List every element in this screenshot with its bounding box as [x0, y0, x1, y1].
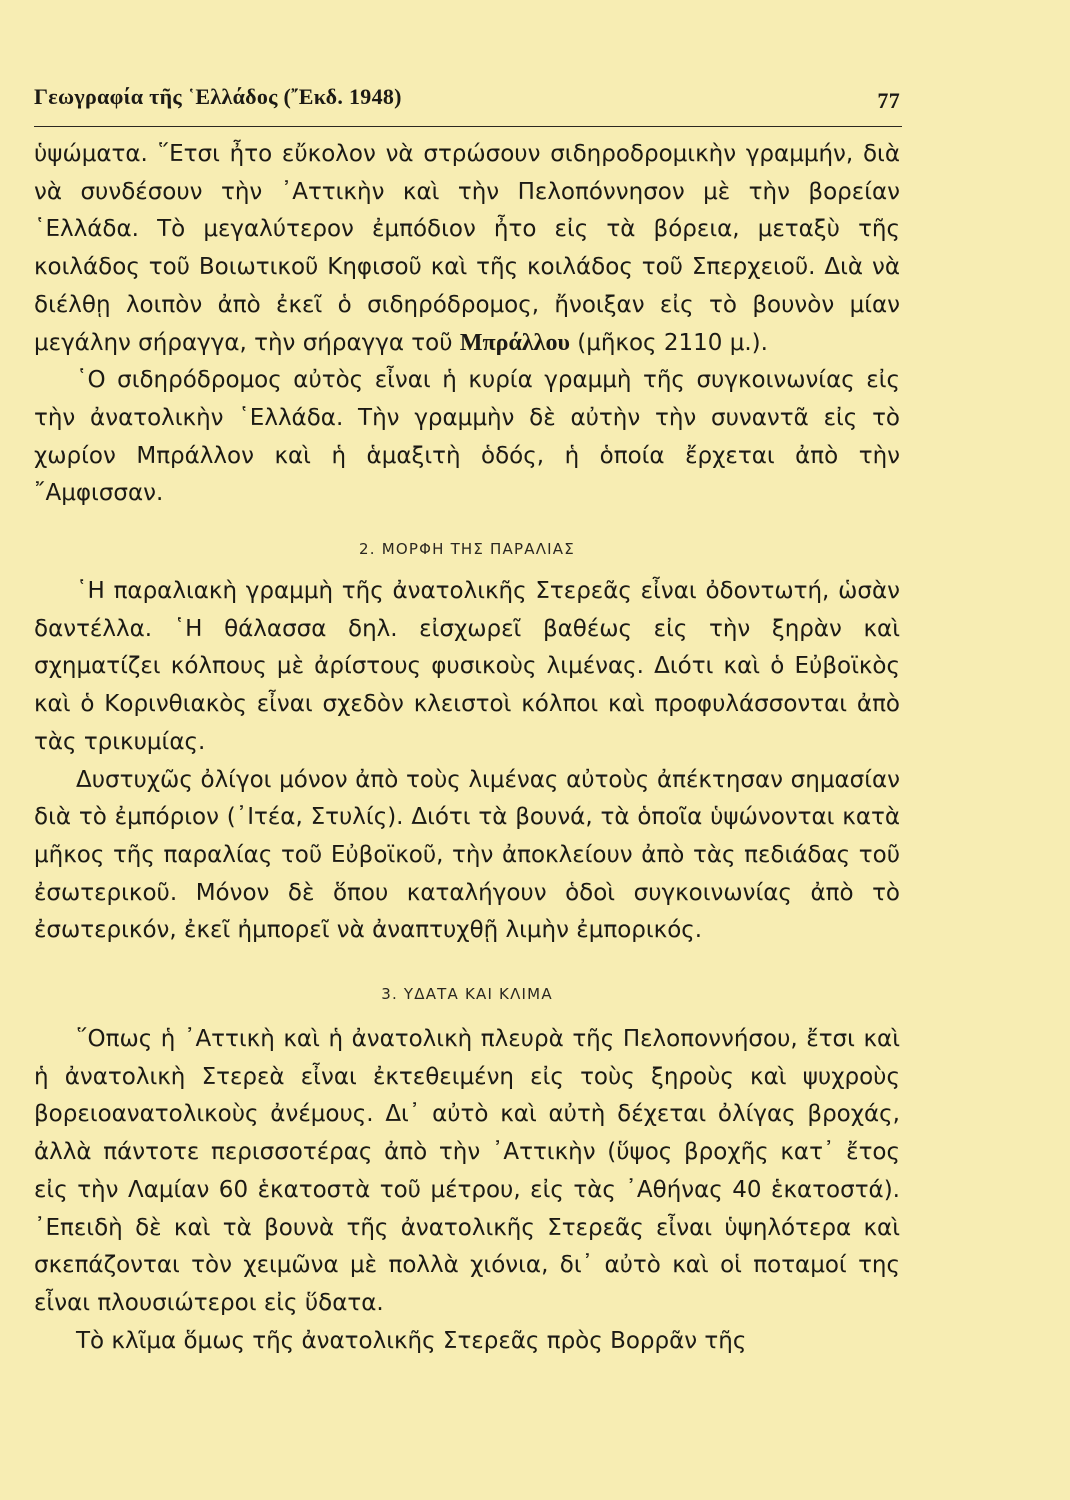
section-heading-waters-climate: 3. ΥΔΑΤΑ ΚΑΙ ΚΛΙΜΑ [381, 985, 553, 1004]
paragraph-rainfall: ῞Οπως ἡ ᾿Αττικὴ καὶ ἡ ἀνατολικὴ πλευρὰ τῆς Πελοποννήσου, ἔτσι καὶ ἡ ἀνατολικὴ Στερεὰ εἶναι ἐκτεθειμένη εἰς τοὺς ξηροὺς καὶ ψυχροὺς βορειοανατολικοὺς ἀνέμους. Δι᾿ αὐτὸ καὶ αὐτὴ δέχεται ὀλίγας βροχάς, ἀλλὰ πάντοτε περισσοτέρας ἀπὸ τὴν ᾿Αττικὴν (ὕψος βροχῆς κατ᾿ ἔτος εἰς τὴν Λαμίαν 60 ἑκατοστὰ τοῦ μέτρου, εἰς τὰς ᾿Αθήνας 40 ἑκατοστά). ᾿Επειδὴ δὲ καὶ τὰ βουνὰ τῆς ἀνατολικῆς Στερεᾶς εἶναι ὑψηλότερα καὶ σκεπάζονται τὸν χειμῶνα μὲ πολλὰ χιόνια, δι᾿ αὐτὸ καὶ οἱ ποταμοί της εἶναι πλουσιώτεροι εἰς ὕδατα. [34, 1026, 900, 1316]
paragraph-railway-tunnel [34, 136, 900, 362]
paragraph-text: (μῆκος 2110 μ.). [569, 329, 768, 356]
header-rule [34, 126, 902, 127]
page-number: 77 [877, 88, 900, 113]
running-head [34, 84, 900, 124]
paragraph-harbors: Δυστυχῶς ὀλίγοι μόνον ἀπὸ τοὺς λιμένας αὐτοὺς ἀπέκτησαν σημασίαν διὰ τὸ ἐμπόριον (᾿Ιτέα, Στυλίς). Διότι τὰ βουνά, τὰ ὁποῖα ὑψώνονται κατὰ μῆκος τῆς παραλίας τοῦ Εὐβοϊκοῦ, τὴν ἀποκλείουν ἀπὸ τὰς πεδιάδας τοῦ ἐσωτερικοῦ. Μόνον δὲ ὅπου καταλήγουν ὁδοὶ συγκοινωνίας ἀπὸ τὸ ἐσωτερικόν, ἐκεῖ ἠμπορεῖ νὰ ἀναπτυχθῇ λιμὴν ἐμπορικός. [34, 766, 900, 944]
place-name-bold: Μπράλλου [459, 329, 570, 356]
body-text [34, 136, 900, 1360]
paragraph-coastline: ῾Η παραλιακὴ γραμμὴ τῆς ἀνατολικῆς Στερεᾶς εἶναι ὀδοντωτή, ὡσὰν δαντέλλα. ῾Η θάλασσα δηλ. εἰσχωρεῖ βαθέως εἰς τὴν ξηρὰν καὶ σχηματίζει κόλπους μὲ ἀρίστους φυσικοὺς λιμένας. Διότι καὶ ὁ Εὐβοϊκὸς καὶ ὁ Κορινθιακὸς εἶναι σχεδὸν κλειστοὶ κόλποι καὶ προφυλάσσονται ἀπὸ τὰς τρικυμίας. [34, 578, 900, 755]
section-heading-coast: 2. ΜΟΡΦΗ ΤΗΣ ΠΑΡΑΛΙΑΣ [359, 540, 575, 559]
running-head-title: Γεωγραφία τῆς ῾Ελλάδος (῎Εκδ. 1948) [34, 84, 402, 109]
paragraph-text: ὑψώματα. ῞Ετσι ἦτο εὔκολον νὰ στρώσουν σιδηροδρομικὴν γραμμήν, διὰ νὰ συνδέσουν τὴν ᾿Αττικὴν καὶ τὴν Πελοπόννησον μὲ τὴν βορείαν ῾Ελλάδα. Τὸ μεγαλύτερον ἐμπόδιον ἦτο εἰς τὰ βόρεια, μεταξὺ τῆς κοιλάδος τοῦ Βοιωτικοῦ Κηφισοῦ καὶ τῆς κοιλάδος τοῦ Σπερχειοῦ. Διὰ νὰ διέλθῃ λοιπὸν ἀπὸ ἐκεῖ ὁ σιδηρόδρομος, ἤνοιξαν εἰς τὸ βουνὸν μίαν μεγάλην σήραγγα, τὴν σήραγγα τοῦ [34, 141, 900, 356]
paragraph-railway-line: ῾Ο σιδηρόδρομος αὐτὸς εἶναι ἡ κυρία γραμμὴ τῆς συγκοινωνίας εἰς τὴν ἀνατολικὴν ῾Ελλάδα. Τὴν γραμμὴν δὲ αὐτὴν τὴν συναντᾶ εἰς τὸ χωρίον Μπράλλον καὶ ἡ ἁμαξιτὴ ὁδός, ἡ ὁποία ἔρχεται ἀπὸ τὴν ῎Αμφισσαν. [34, 367, 900, 507]
paragraph-climate: Τὸ κλῖμα ὅμως τῆς ἀνατολικῆς Στερεᾶς πρὸς Βορρᾶν τῆς [76, 1327, 747, 1354]
